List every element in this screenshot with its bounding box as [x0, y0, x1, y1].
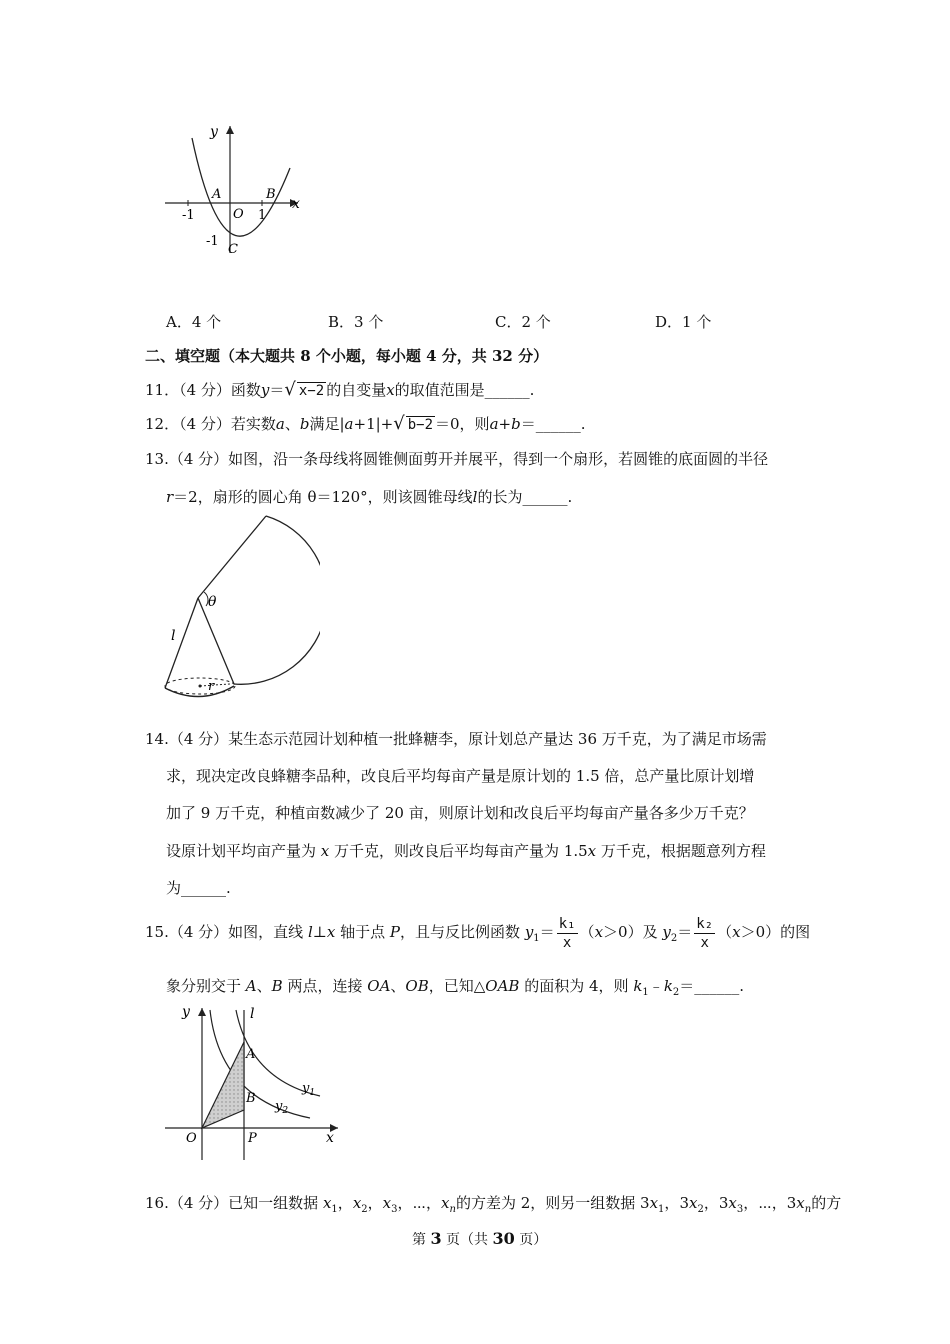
- page-footer: 第 3 页（共 30 页）: [412, 1229, 548, 1248]
- y-axis-label: y: [210, 124, 218, 140]
- parabola-figure: [160, 118, 305, 258]
- point-a-label-fig3: A: [246, 1047, 256, 1062]
- question-15-line2: 象分别交于 A、B 两点，连接 OA、OB，已知△OAB 的面积为 4，则 $k_1﹣k_2=\_\_\_\_\_\_$.: [166, 977, 745, 998]
- question-16: 16.（4 分）已知一组数据 $x_1$，$x_2$，$x_3$，⋯，$x_n$的方差为 2，则另一组数据 $3x_1$，$3x_2$，$3x_3$，⋯，$3x_n$的方: [145, 1194, 842, 1215]
- question-14-line4: 设原计划平均亩产量为 x 万千克，则改良后平均每亩产量为 1.5x 万千克，根据题意列方程: [166, 842, 766, 860]
- question-14-line2: 求，现决定改良蜂糖李品种，改良后平均每亩产量是原计划的 1.5 倍，总产量比原计划增: [166, 767, 755, 785]
- tick-neg1: -1: [182, 208, 195, 223]
- question-13-line1: 13.（4 分）如图，沿一条母线将圆锥侧面剪开并展平，得到一个扇形，若圆锥的底面圆的半径: [145, 450, 769, 468]
- curve-y1-label: $y_1$: [302, 1081, 316, 1098]
- tick-1: 1: [258, 208, 267, 223]
- point-b-label: B: [266, 187, 276, 202]
- question-15-line1: 15.（4 分）如图，直线 l⊥x 轴于点 P，且与反比例函数 $y_1=$ $\frac{\text{k₁}}{x}$ （x＞0）及 $y_2=$ $\frac{\text{k₂}}{x}$ （x＞0）的图: [145, 915, 811, 951]
- q12-radicand: b−2: [407, 417, 434, 433]
- question-13-line2: r＝2，扇形的圆心角 θ＝120°，则该圆锥母线l的长为______.: [166, 488, 573, 506]
- origin-label-fig3: O: [186, 1131, 197, 1146]
- q10-option-a: A．4 个: [166, 313, 222, 331]
- point-b-label-fig3: B: [246, 1091, 256, 1106]
- line-l-label: l: [250, 1006, 255, 1022]
- hyperbola-figure: [160, 1000, 345, 1165]
- x-axis-label-fig3: x: [326, 1130, 334, 1146]
- page-number: 3: [430, 1229, 442, 1248]
- question-12: 12．（4 分）若实数a、b满足|a+1|+√ b−2 ＝0，则a+b＝______.: [145, 413, 586, 434]
- tick-y-neg1: -1: [206, 234, 219, 249]
- origin-label: O: [233, 207, 244, 222]
- cone-sector-figure: [160, 510, 320, 705]
- q10-option-b: B．3 个: [328, 313, 384, 331]
- y-axis-label-fig3: y: [182, 1004, 190, 1020]
- question-11: 11．（4 分）函数y＝√ x−2 的自变量x的取值范围是______.: [145, 379, 535, 400]
- fraction-k2-over-x: $\frac{\text{k₂}}{x}$: [696, 915, 714, 951]
- point-p-label: P: [248, 1131, 257, 1146]
- q10-option-d: D．1 个: [655, 313, 712, 331]
- point-a-label: A: [212, 187, 222, 202]
- question-14-line1: 14.（4 分）某生态示范园计划种植一批蜂糖李，原计划总产量达 36 万千克，为了满足市场需: [145, 730, 767, 748]
- radius-r-label: r: [208, 679, 215, 694]
- total-pages: 30: [492, 1229, 515, 1248]
- slant-l-label: l: [171, 628, 176, 644]
- theta-label: θ: [208, 594, 217, 610]
- q10-option-c: C．2 个: [495, 313, 551, 331]
- point-c-label: C: [228, 242, 238, 257]
- section2-heading: 二、填空题（本大题共 8 个小题，每小题 4 分，共 32 分）: [145, 347, 549, 365]
- q11-radicand: x−2: [298, 383, 325, 399]
- curve-y2-label: $y_2$: [275, 1099, 289, 1116]
- fraction-k1-over-x: $\frac{\text{k₁}}{x}$: [558, 915, 576, 951]
- question-14-line3: 加了 9 万千克，种植亩数减少了 20 亩，则原计划和改良后平均每亩产量各多少万千克？: [166, 804, 754, 822]
- question-14-line5: 为______.: [166, 879, 231, 897]
- x-axis-label: x: [292, 196, 300, 212]
